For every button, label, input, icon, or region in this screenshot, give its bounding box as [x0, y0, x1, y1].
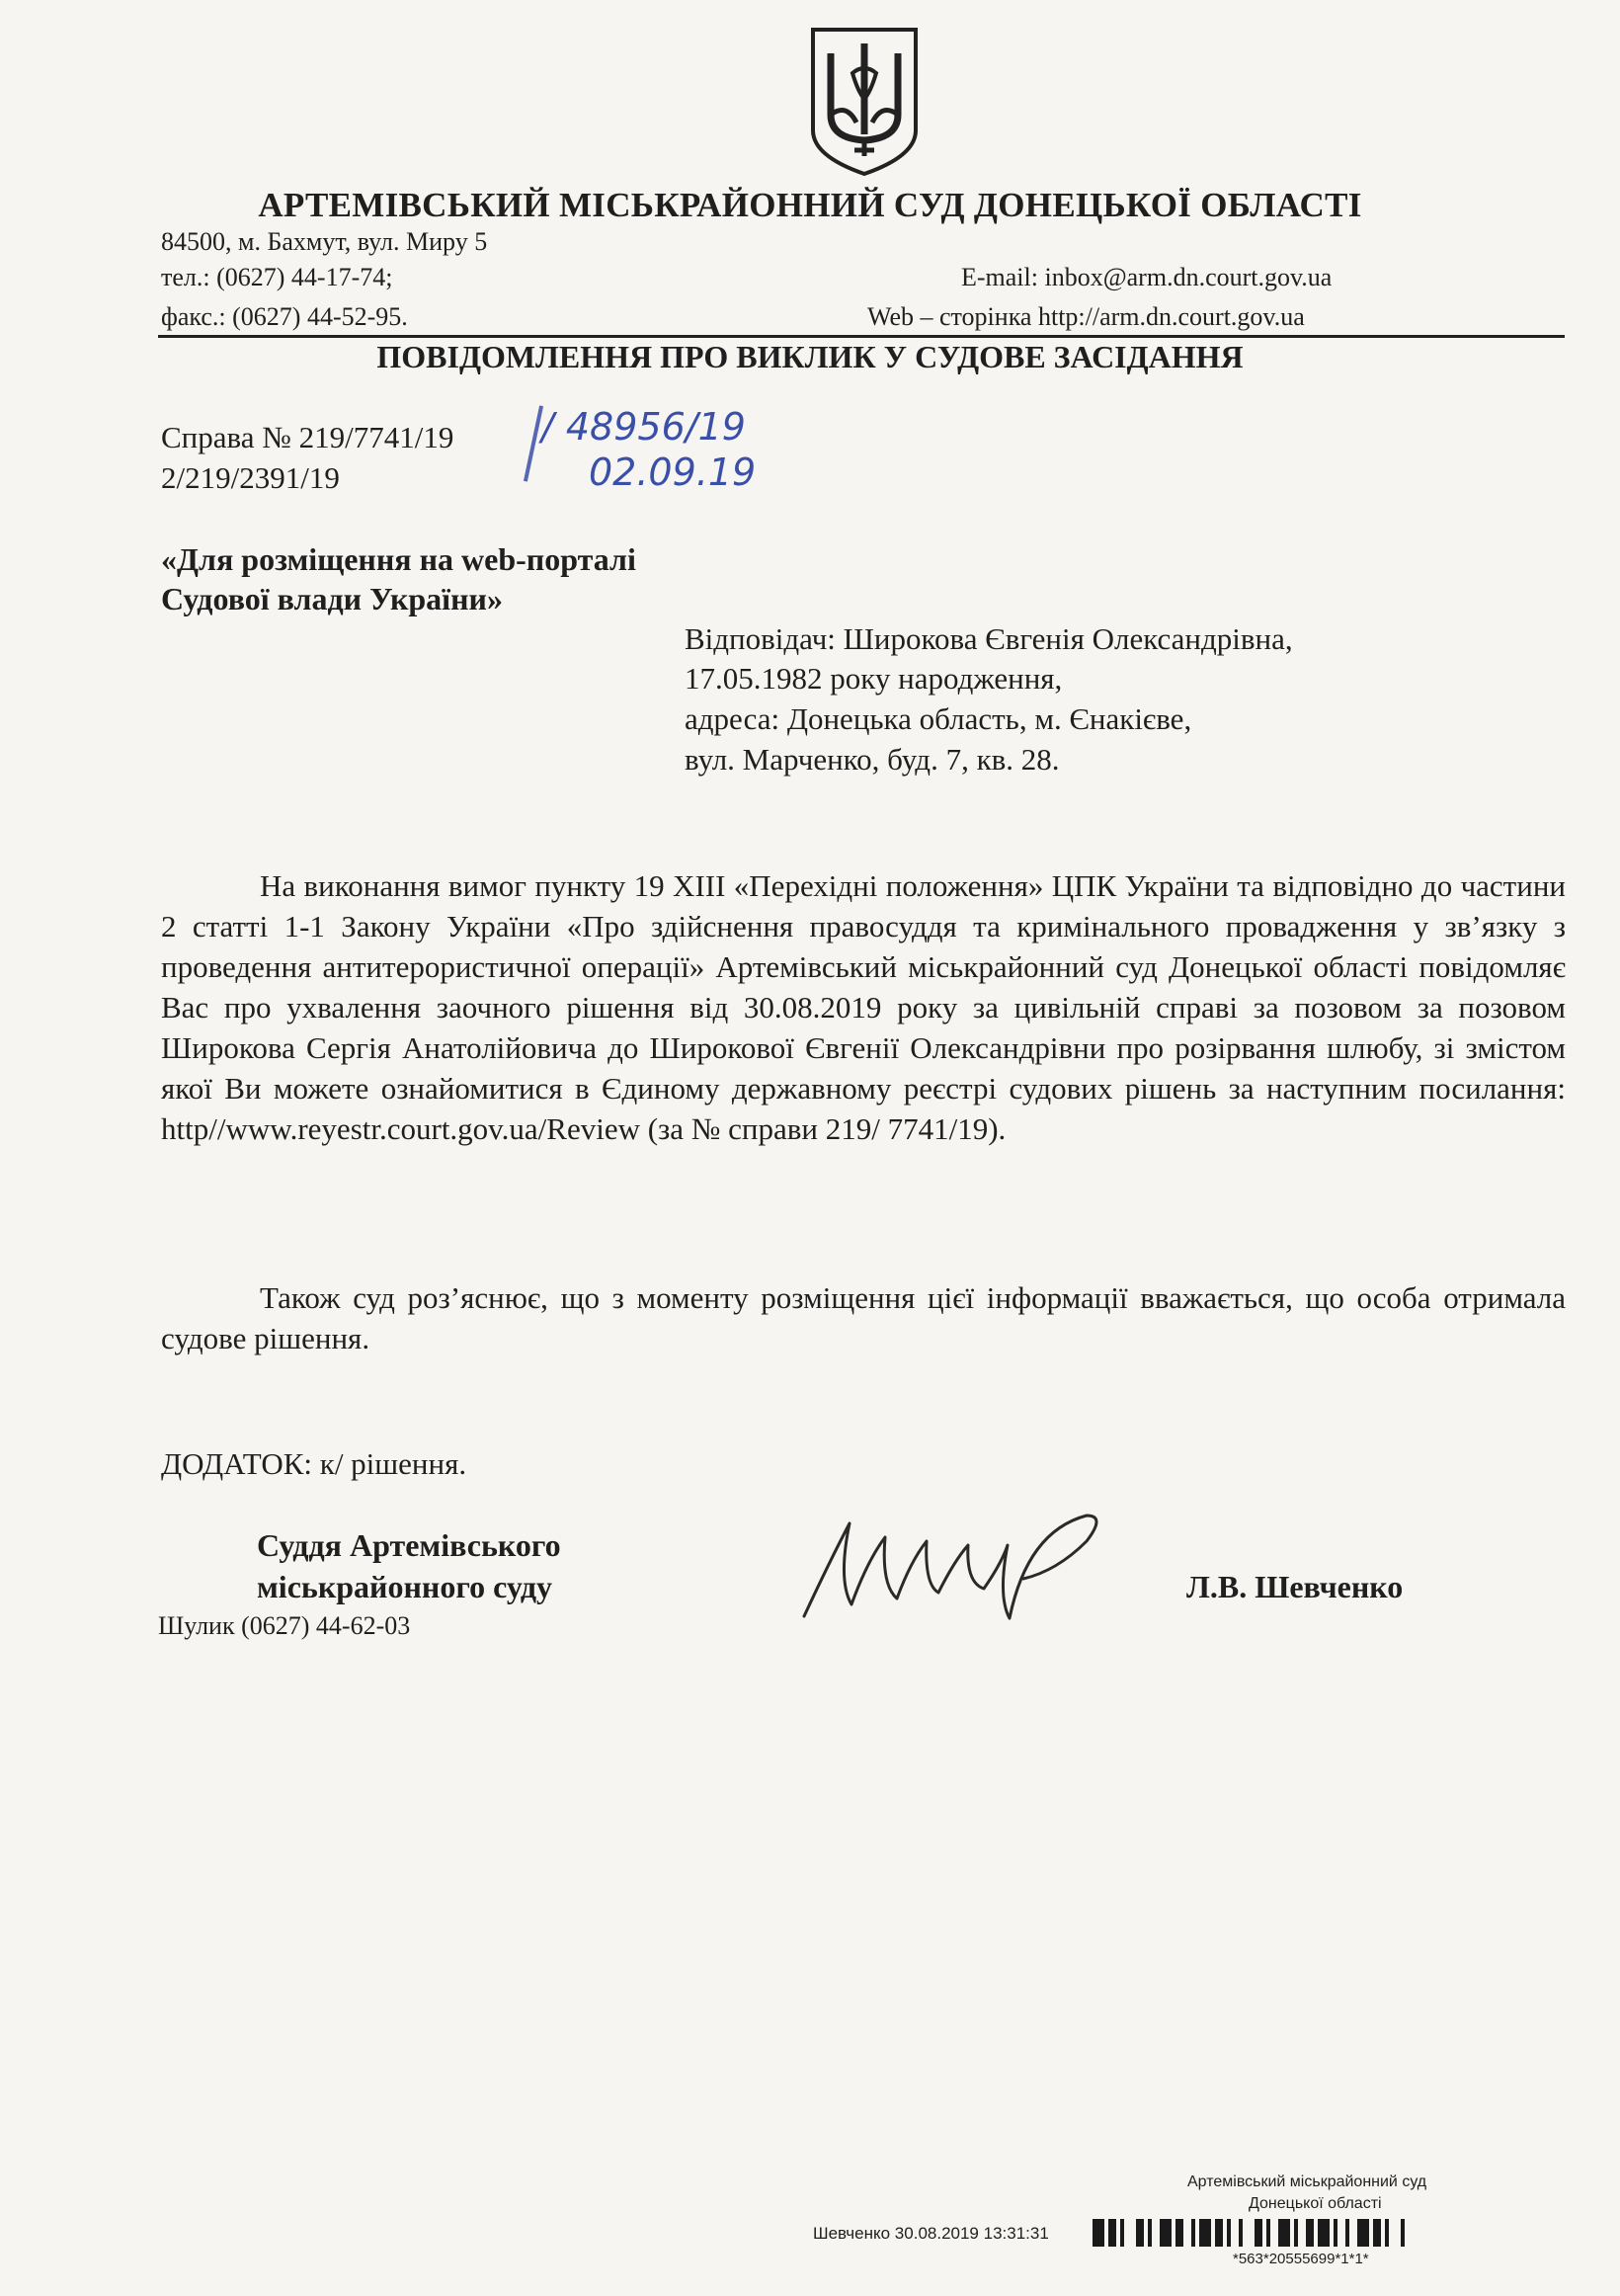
barcode-bar [1136, 2219, 1144, 2247]
barcode-bar [1120, 2219, 1124, 2247]
barcode-bar [1278, 2219, 1290, 2247]
court-website: Web – сторінка http://arm.dn.court.gov.ua [867, 302, 1305, 331]
barcode-bar [1175, 2219, 1183, 2247]
recipient-birthdate: 17.05.1982 року народження, [685, 661, 1063, 696]
judge-name: Л.В. Шевченко [1186, 1569, 1404, 1604]
recipient-street: вул. Марченко, буд. 7, кв. 28. [685, 742, 1060, 777]
portal-note-line2: Судової влади України» [161, 581, 503, 616]
portal-note-line1: «Для розміщення на web-порталі [161, 541, 636, 577]
judge-title-line1: Суддя Артемівського [257, 1527, 561, 1563]
executor-contact: Шулик (0627) 44-62-03 [158, 1611, 411, 1640]
notice-body-paragraph: На виконання вимог пункту 19 XIII «Перехідні положення» ЦПК України та відповідно до частини 2 статті 1-1 Закону України «Про здійснення правосуддя та кримінального провадження у зв’язку з проведення антитерористичної операції» Артемівський міськрайонний суд Донецької області повідомляє Вас про ухвалення заочного рішення від 30.08.2019 року за цивільній справі за позовом за позовом Широкова Сергія Анатолійовича до Широкової Євгенії Олександрівни про розірвання шлюбу, зі змістом якої Ви можете ознайомитися в Єдиному державному реєстрі судових рішень за наступним посилання: http//www.reyestr.court.gov.ua/Review (за № справи 219/ 7741/19). [161, 868, 1566, 1146]
barcode-bar [1345, 2219, 1349, 2247]
court-fax: факс.: (0627) 44-52-95. [161, 302, 408, 331]
court-email: E-mail: inbox@arm.dn.court.gov.ua [961, 263, 1333, 291]
notice-title: ПОВІДОМЛЕННЯ ПРО ВИКЛИК У СУДОВЕ ЗАСІДАННЯ [376, 339, 1244, 374]
barcode-bar [1191, 2219, 1195, 2247]
ukraine-trident-icon [807, 24, 922, 178]
proceeding-number: 2/219/2391/19 [161, 460, 340, 495]
recipient-name: Відповідач: Широкова Євгенія Олександрівна, [685, 621, 1293, 656]
barcode-bar [1239, 2219, 1243, 2247]
case-number: Справа № 219/7741/19 [161, 420, 454, 454]
barcode-bar [1334, 2219, 1337, 2247]
barcode-bar [1306, 2219, 1314, 2247]
footer-court-line1: Артемівський міськрайонний суд [1187, 2173, 1427, 2190]
barcode-bar [1294, 2219, 1298, 2247]
court-address: 84500, м. Бахмут, вул. Миру 5 [161, 227, 488, 256]
barcode-bar [1373, 2219, 1381, 2247]
barcode-bar [1318, 2219, 1330, 2247]
footer-court-line2: Донецької області [1249, 2195, 1382, 2212]
barcode-bar [1385, 2219, 1389, 2247]
barcode-bar [1160, 2219, 1172, 2247]
court-phone: тел.: (0627) 44-17-74; [161, 263, 393, 291]
barcode-bar [1255, 2219, 1262, 2247]
barcode-bar [1227, 2219, 1231, 2247]
court-name: АРТЕМІВСЬКИЙ МІСЬКРАЙОННИЙ СУД ДОНЕЦЬКОЇ ОБЛАСТІ [258, 186, 1362, 224]
clarification-paragraph: Також суд роз’яснює, що з моменту розміщення цієї інформації вважається, що особа отримала судове рішення. [161, 1280, 1566, 1355]
barcode-bar [1199, 2219, 1211, 2247]
barcode-bar [1357, 2219, 1369, 2247]
judge-title-line2: міськрайонного суду [257, 1569, 553, 1604]
attachment-note: ДОДАТОК: к/ рішення. [161, 1446, 467, 1481]
barcode-bar [1108, 2219, 1116, 2247]
header-divider [158, 335, 1565, 338]
handwritten-signature-icon [790, 1502, 1126, 1630]
barcode-bar [1401, 2219, 1405, 2247]
handwritten-registration-date: 02.09.19 [589, 451, 757, 494]
barcode-bar [1148, 2219, 1152, 2247]
footer-stamp: Шевченко 30.08.2019 13:31:31 [813, 2224, 1049, 2243]
barcode-bar [1093, 2219, 1104, 2247]
barcode-icon [1093, 2219, 1565, 2247]
barcode-bar [1266, 2219, 1270, 2247]
handwritten-registration-number: / 48956/19 [541, 405, 746, 449]
barcode-bar [1215, 2219, 1223, 2247]
recipient-address: адреса: Донецька область, м. Єнакієве, [685, 701, 1192, 736]
barcode-text: *563*20555699*1*1* [1233, 2251, 1369, 2267]
